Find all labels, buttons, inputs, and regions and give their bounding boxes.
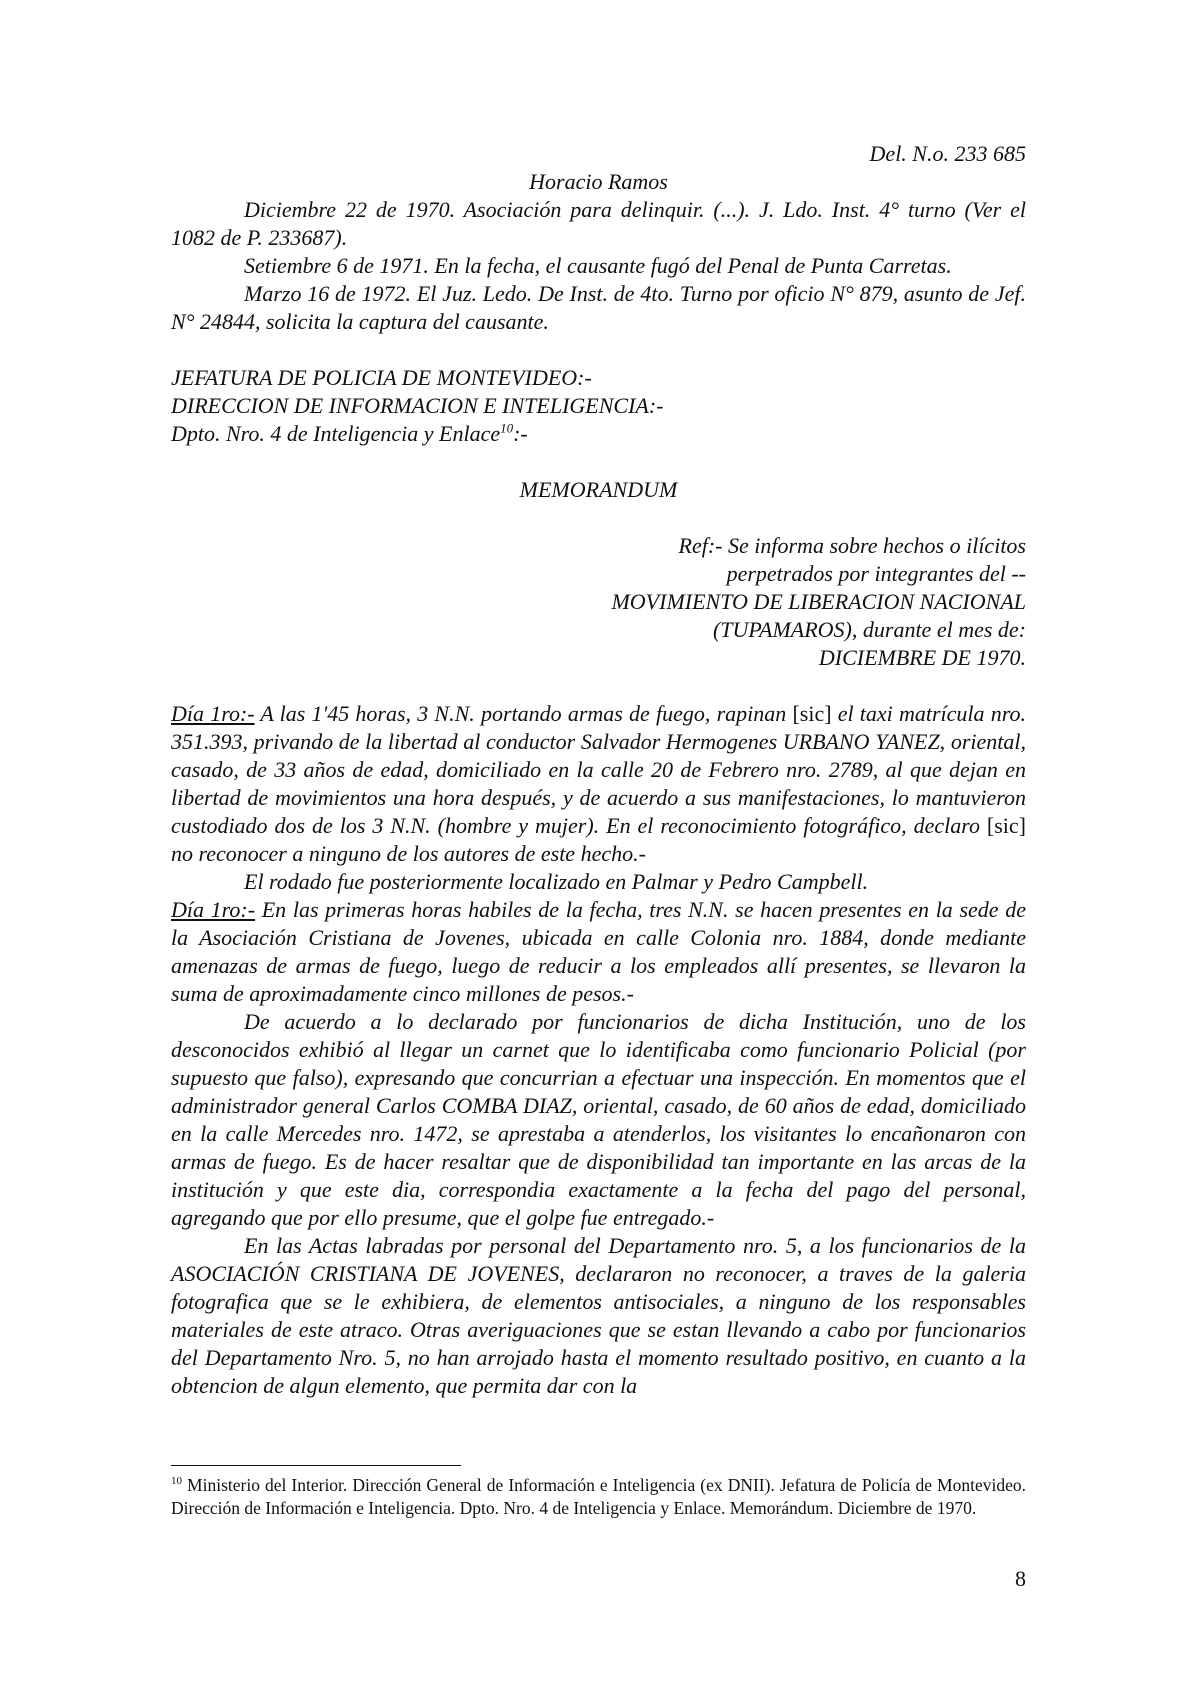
- reference-line: Ref:- Se informa sobre hechos o ilícitos: [678, 533, 1026, 558]
- reference-line: (TUPAMAROS), durante el mes de:: [712, 617, 1026, 642]
- paragraph-text: En las primeras horas habiles de la fecha, tres N.N. se hacen presentes en la sede de la Asociación Cristiana de Jovenes, ubicada en calle Colonia nro. 1884, donde mediante amenazas de armas de fuego, luego de reducir a los empleados allí presentes, se llevaron la suma de aproximadamente cinco millones de pesos.-: [171, 897, 1026, 1006]
- footnote-divider: [171, 1465, 461, 1466]
- person-name: Horacio Ramos: [529, 169, 668, 194]
- reference-line: DICIEMBRE DE 1970.: [818, 645, 1026, 670]
- body-paragraph: El rodado fue posteriormente localizado en Palmar y Pedro Campbell.: [244, 869, 869, 894]
- day-label: Día 1ro:-: [171, 897, 256, 922]
- record-entry: Setiembre 6 de 1971. En la fecha, el causante fugó del Penal de Punta Carretas.: [244, 253, 952, 278]
- sic-note: [sic]: [986, 813, 1026, 838]
- paragraph-text: el taxi matrícula nro. 351.393, privando de la libertad al conductor Salvador Hermogenes URBANO YANEZ, oriental, casado, de 33 años de edad, domiciliado en la calle 20 de Febrero nro. 2789, al que dejan en libertad de movimientos una hora después, y de acuerdo a sus manifestaciones, lo mantuvieron custodiado dos de los 3 N.N. (hombre y mujer). En el reconocimiento fotográfico, declaro: [171, 701, 1026, 838]
- footnote: [171, 1474, 1026, 1520]
- document-body: [171, 140, 1026, 1400]
- agency-line: [171, 420, 1026, 448]
- body-paragraph: [171, 896, 1026, 1008]
- footnote-number: 10: [171, 1475, 182, 1488]
- record-entry: Marzo 16 de 1972. El Juz. Ledo. De Inst. de 4to. Turno por oficio N° 879, asunto de Jef. N° 24844, solicita la captura del causante.: [171, 281, 1026, 334]
- agency-department: Dpto. Nro. 4 de Inteligencia y Enlace: [171, 421, 501, 446]
- reference-block: [171, 532, 1026, 672]
- body-paragraph: En las Actas labradas por personal del Departamento nro. 5, a los funcionarios de la ASOCIACIÓN CRISTIANA DE JOVENES, declararon no reconocer, a traves de la galeria fotografica que se le exhibiera, de elementos antisociales, a ninguno de los responsables materiales de este atraco. Otras averiguaciones que se estan llevando a cabo por funcionarios del Departamento Nro. 5, no han arrojado hasta el momento resultado positivo, en cuanto a la obtencion de algun elemento, que permita dar con la: [171, 1233, 1026, 1398]
- record-entry: Diciembre 22 de 1970. Asociación para delinquir. (...). J. Ldo. Inst. 4° turno (Ver el 1082 de P. 233687).: [171, 197, 1026, 250]
- memo-title: MEMORANDUM: [519, 477, 678, 502]
- paragraph-text: no reconocer a ninguno de los autores de este hecho.-: [171, 841, 646, 866]
- reference-line: MOVIMIENTO DE LIBERACION NACIONAL: [611, 589, 1026, 614]
- agency-suffix: :-: [513, 421, 528, 446]
- footnote-text: Ministerio del Interior. Dirección General de Información e Inteligencia (ex DNII). Jefatura de Policía de Montevideo. Dirección de Información e Inteligencia. Dpto. Nro. 4 de Inteligencia y Enlace. Memorándum. Diciembre de 1970.: [171, 1475, 1026, 1518]
- body-paragraph: [171, 700, 1026, 868]
- delivery-reference: Del. N.o. 233 685: [869, 141, 1026, 166]
- reference-line: perpetrados por integrantes del --: [726, 561, 1026, 586]
- day-label: Día 1ro:-: [171, 701, 255, 726]
- agency-line: DIRECCION DE INFORMACION E INTELIGENCIA:-: [171, 393, 664, 418]
- paragraph-text: A las 1'45 horas, 3 N.N. portando armas de fuego, rapinan: [254, 701, 793, 726]
- body-paragraph: De acuerdo a lo declarado por funcionarios de dicha Institución, uno de los desconocidos exhibió al llegar un carnet que lo identificaba como funcionario Policial (por supuesto que falso), expresando que concurrian a efectuar una inspección. En momentos que el administrador general Carlos COMBA DIAZ, oriental, casado, de 60 años de edad, domiciliado en la calle Mercedes nro. 1472, se aprestaba a atenderlos, los visitantes lo encañonaron con armas de fuego. Es de hacer resaltar que de disponibilidad tan importante en las arcas de la institución y que este dia, correspondia exactamente a la fecha del pago del personal, agregando que por ello presume, que el golpe fue entregado.-: [171, 1009, 1026, 1230]
- footnote-marker[interactable]: 10: [500, 420, 514, 436]
- sic-note: [sic]: [792, 701, 832, 726]
- agency-line: JEFATURA DE POLICIA DE MONTEVIDEO:-: [171, 365, 592, 390]
- page-number: 8: [1015, 1566, 1026, 1591]
